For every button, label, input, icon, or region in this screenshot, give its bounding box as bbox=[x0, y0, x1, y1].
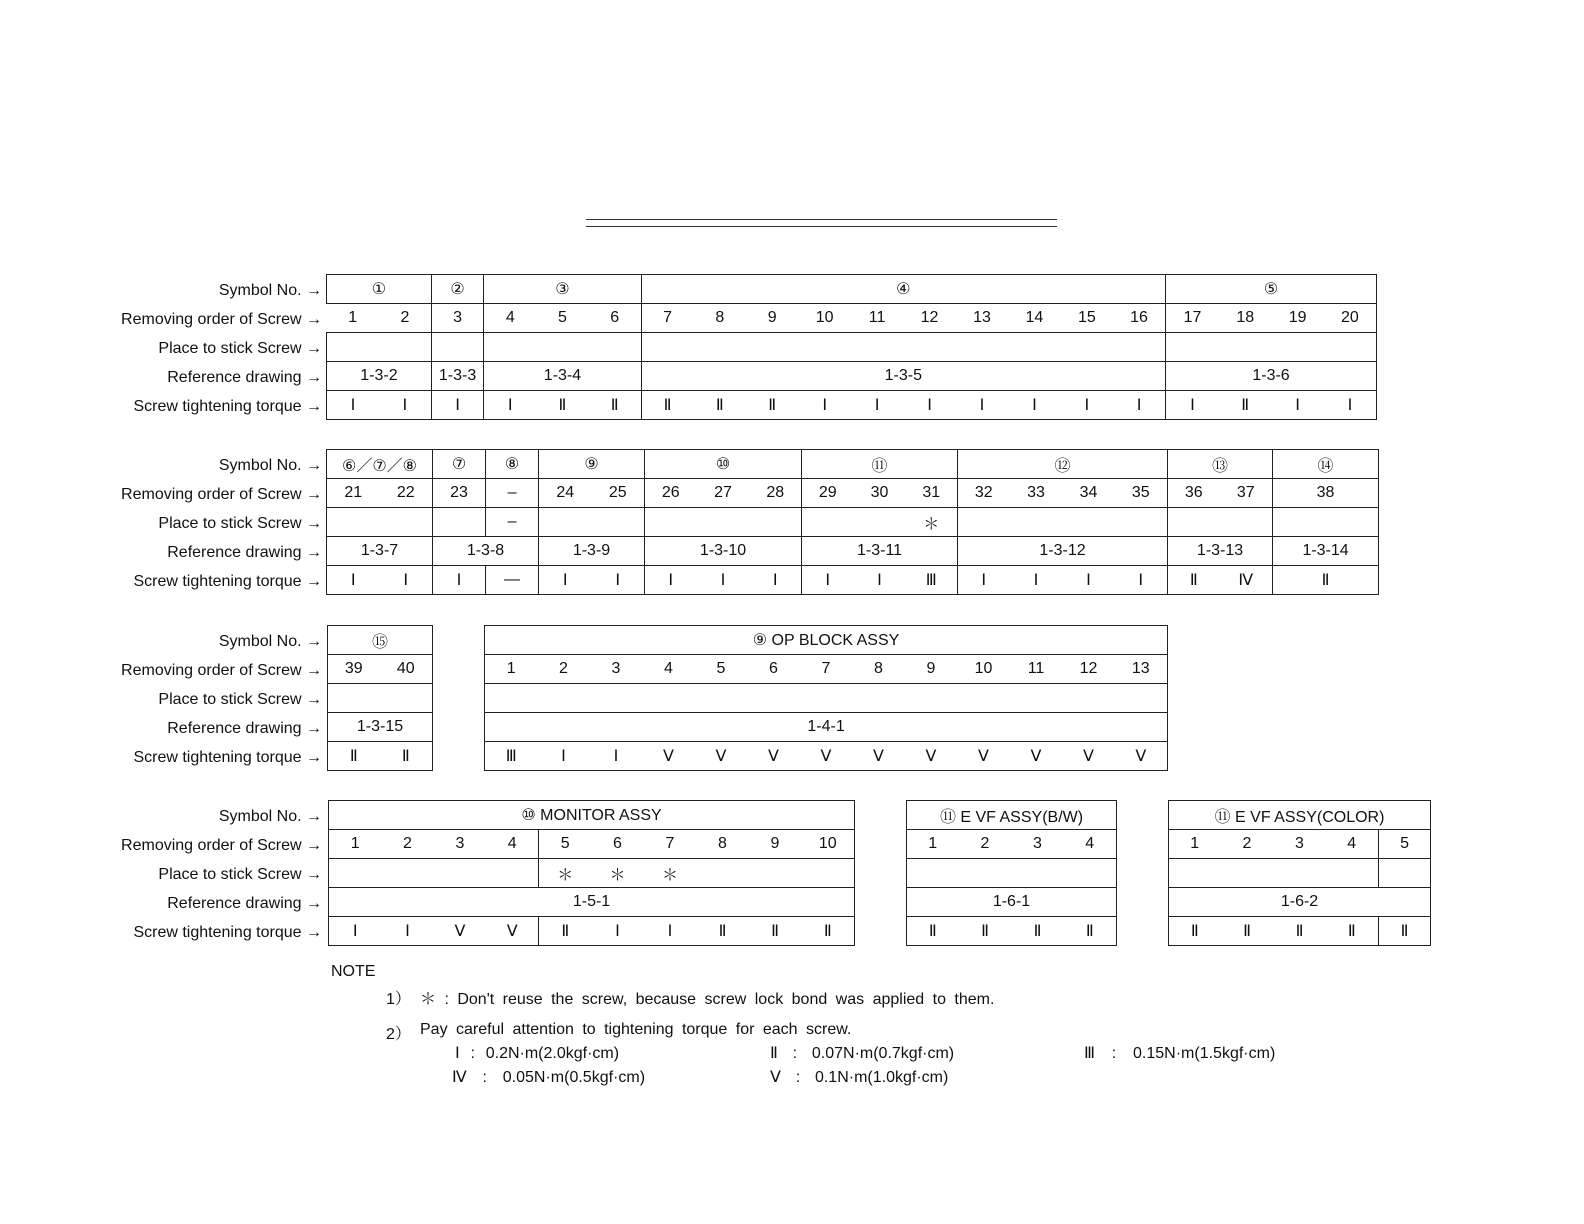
place-cell bbox=[958, 508, 1168, 537]
screw-cell: 24 bbox=[539, 479, 592, 508]
screw-cell: 5 bbox=[695, 655, 748, 684]
torque-cell: Ⅰ bbox=[380, 566, 433, 595]
label-reference: Reference drawing → bbox=[167, 720, 322, 737]
place-cell: ＊ bbox=[539, 859, 592, 888]
torque-row bbox=[327, 391, 1377, 420]
reference-row bbox=[328, 713, 433, 742]
note-heading: NOTE bbox=[331, 963, 376, 980]
torque-cell: Ⅰ bbox=[327, 391, 379, 420]
title-rule-top bbox=[586, 219, 1057, 220]
screw-cell: 6 bbox=[748, 655, 800, 684]
torque-cell: Ⅱ bbox=[694, 391, 746, 420]
place-cell bbox=[539, 508, 645, 537]
torque-cell: Ⅱ bbox=[907, 917, 959, 946]
note-1-number: 1） bbox=[386, 991, 411, 1008]
screw-cell: 34 bbox=[1063, 479, 1115, 508]
torque-cell: Ⅰ bbox=[592, 917, 644, 946]
torque-cell: Ⅴ bbox=[643, 742, 695, 771]
removing-row bbox=[485, 655, 1168, 684]
screw-cell: 1 bbox=[327, 304, 379, 333]
torque-cell: Ⅴ bbox=[487, 917, 539, 946]
torque-cell: Ⅳ bbox=[1220, 566, 1273, 595]
screw-table-4c bbox=[1168, 800, 1431, 946]
place-row bbox=[327, 508, 1379, 537]
symbol-cell: ③ bbox=[484, 275, 641, 304]
reference-cell: 1-3-9 bbox=[539, 537, 645, 566]
torque-cell: Ⅱ bbox=[1274, 917, 1326, 946]
symbol-cell: ⑪ bbox=[802, 450, 958, 479]
screw-cell: 38 bbox=[1273, 479, 1379, 508]
screw-cell: 8 bbox=[697, 830, 749, 859]
label-torque: Screw tightening torque → bbox=[133, 749, 322, 766]
torque-cell: Ⅱ bbox=[539, 917, 592, 946]
place-cell bbox=[328, 684, 433, 713]
block-4 bbox=[0, 800, 1584, 946]
torque-cell: Ⅰ bbox=[956, 391, 1008, 420]
removing-row bbox=[327, 479, 1379, 508]
screw-cell: 33 bbox=[1010, 479, 1063, 508]
place-cell bbox=[433, 508, 486, 537]
label-removing: Removing order of Screw → bbox=[121, 486, 322, 503]
torque-cell: Ⅰ bbox=[802, 566, 854, 595]
screw-cell: 7 bbox=[644, 830, 697, 859]
torque-legend-item: Ⅲ : 0.15N·m(1.5kgf·cm) bbox=[1084, 1045, 1276, 1062]
reference-row bbox=[485, 713, 1168, 742]
symbol-cell: ⑩ bbox=[645, 450, 802, 479]
reference-cell: 1-3-14 bbox=[1273, 537, 1379, 566]
screw-cell: 12 bbox=[1063, 655, 1115, 684]
label-place: Place to stick Screw → bbox=[158, 866, 322, 883]
screw-cell: 9 bbox=[749, 830, 802, 859]
torque-cell: Ⅱ bbox=[589, 391, 641, 420]
screw-table-3a bbox=[327, 625, 433, 771]
assy-title: ⑨ OP BLOCK ASSY bbox=[485, 626, 1168, 655]
screw-cell: 7 bbox=[800, 655, 853, 684]
screw-cell: 32 bbox=[958, 479, 1010, 508]
torque-cell: Ⅲ bbox=[485, 742, 538, 771]
symbol-cell: ④ bbox=[641, 275, 1165, 304]
torque-cell: Ⅰ bbox=[1113, 391, 1165, 420]
torque-cell: — bbox=[486, 566, 539, 595]
screw-cell: 13 bbox=[1115, 655, 1168, 684]
torque-legend-item: Ⅴ : 0.1N·m(1.0kgf·cm) bbox=[770, 1069, 949, 1086]
symbol-cell: ⑨ bbox=[539, 450, 645, 479]
symbol-cell: ⑬ bbox=[1168, 450, 1273, 479]
symbol-cell: ⑤ bbox=[1166, 275, 1377, 304]
place-cell bbox=[1273, 508, 1379, 537]
screw-cell: 7 bbox=[641, 304, 693, 333]
place-row bbox=[329, 859, 855, 888]
torque-cell: Ⅰ bbox=[329, 917, 382, 946]
torque-cell: Ⅱ bbox=[1273, 566, 1379, 595]
reference-cell: 1-3-5 bbox=[641, 362, 1165, 391]
torque-legend-item: Ⅱ : 0.07N·m(0.7kgf·cm) bbox=[770, 1045, 955, 1062]
torque-cell: Ⅰ bbox=[1063, 566, 1115, 595]
torque-cell: Ⅲ bbox=[906, 566, 958, 595]
torque-cell: Ⅱ bbox=[1326, 917, 1379, 946]
place-cell bbox=[431, 333, 483, 362]
torque-cell: Ⅱ bbox=[1064, 917, 1117, 946]
screw-cell: 9 bbox=[746, 304, 798, 333]
place-cell bbox=[329, 859, 539, 888]
symbol-cell: ⑧ bbox=[486, 450, 539, 479]
torque-cell: Ⅰ bbox=[1008, 391, 1060, 420]
removing-row bbox=[1169, 830, 1431, 859]
torque-cell: Ⅰ bbox=[431, 391, 483, 420]
place-cell bbox=[1379, 859, 1431, 888]
place-cell bbox=[645, 508, 802, 537]
screw-cell: 35 bbox=[1115, 479, 1168, 508]
label-reference: Reference drawing → bbox=[167, 369, 322, 386]
block-2 bbox=[0, 449, 1584, 595]
torque-cell: Ⅴ bbox=[905, 742, 958, 771]
screw-cell: – bbox=[486, 479, 539, 508]
reference-row bbox=[327, 362, 1377, 391]
screw-cell: 5 bbox=[1379, 830, 1431, 859]
torque-cell: Ⅰ bbox=[1166, 391, 1219, 420]
note-2-text: Pay careful attention to tightening torque for each screw. bbox=[420, 1021, 852, 1038]
symbol-row bbox=[327, 275, 1377, 304]
screw-cell: 40 bbox=[380, 655, 433, 684]
screw-cell: 10 bbox=[802, 830, 855, 859]
screw-cell: 39 bbox=[328, 655, 380, 684]
reference-cell: 1-3-3 bbox=[431, 362, 483, 391]
torque-cell: Ⅱ bbox=[380, 742, 433, 771]
torque-cell: Ⅰ bbox=[382, 917, 434, 946]
place-cell bbox=[1166, 333, 1377, 362]
note-2-number: 2） bbox=[386, 1026, 411, 1043]
torque-cell: Ⅱ bbox=[1169, 917, 1221, 946]
reference-cell: 1-5-1 bbox=[329, 888, 855, 917]
screw-cell: 4 bbox=[643, 655, 695, 684]
torque-cell: Ⅱ bbox=[328, 742, 380, 771]
torque-legend-item: Ⅰ : 0.2N·m(2.0kgf·cm) bbox=[455, 1045, 620, 1062]
torque-cell: Ⅱ bbox=[536, 391, 588, 420]
place-cell bbox=[1169, 859, 1379, 888]
block-1 bbox=[0, 274, 1584, 420]
label-removing: Removing order of Screw → bbox=[121, 311, 322, 328]
screw-cell: 19 bbox=[1271, 304, 1323, 333]
removing-row bbox=[328, 655, 433, 684]
screw-cell: 21 bbox=[327, 479, 380, 508]
reference-cell: 1-3-13 bbox=[1168, 537, 1273, 566]
place-row bbox=[907, 859, 1117, 888]
screw-cell: 8 bbox=[694, 304, 746, 333]
torque-cell: Ⅰ bbox=[851, 391, 903, 420]
screw-cell: 18 bbox=[1219, 304, 1271, 333]
reference-cell: 1-3-2 bbox=[327, 362, 432, 391]
torque-cell: Ⅱ bbox=[1012, 917, 1064, 946]
place-cell bbox=[1168, 508, 1273, 537]
screw-cell: 4 bbox=[484, 304, 536, 333]
screw-cell: 3 bbox=[1012, 830, 1064, 859]
screw-cell: 13 bbox=[956, 304, 1008, 333]
screw-cell: 4 bbox=[1326, 830, 1379, 859]
screw-cell: 26 bbox=[645, 479, 697, 508]
torque-cell: Ⅰ bbox=[539, 566, 592, 595]
note-1-text: ＊ : Don't reuse the screw, because screw lock bond was applied to them. bbox=[420, 991, 995, 1008]
torque-cell: Ⅰ bbox=[1271, 391, 1323, 420]
screw-cell: 3 bbox=[590, 655, 643, 684]
screw-table-2 bbox=[326, 449, 1379, 595]
symbol-cell: ⑦ bbox=[433, 450, 486, 479]
torque-cell: Ⅰ bbox=[750, 566, 802, 595]
screw-cell: 1 bbox=[329, 830, 382, 859]
torque-cell: Ⅰ bbox=[1010, 566, 1063, 595]
torque-legend-item: Ⅳ : 0.05N·m(0.5kgf·cm) bbox=[452, 1069, 646, 1086]
assy-title: ⑪ E VF ASSY(B/W) bbox=[907, 801, 1117, 830]
place-row bbox=[1169, 859, 1431, 888]
torque-cell: Ⅴ bbox=[748, 742, 800, 771]
screw-cell: 9 bbox=[905, 655, 958, 684]
torque-row bbox=[328, 742, 433, 771]
screw-cell: 28 bbox=[750, 479, 802, 508]
torque-cell: Ⅰ bbox=[645, 566, 697, 595]
place-cell bbox=[484, 333, 641, 362]
screw-cell: 2 bbox=[382, 830, 434, 859]
reference-cell: 1-6-1 bbox=[907, 888, 1117, 917]
reference-cell: 1-3-4 bbox=[484, 362, 641, 391]
torque-cell: Ⅰ bbox=[798, 391, 850, 420]
place-cell bbox=[327, 333, 432, 362]
title-row bbox=[907, 801, 1117, 830]
torque-cell: Ⅰ bbox=[433, 566, 486, 595]
screw-cell: 36 bbox=[1168, 479, 1220, 508]
reference-row bbox=[907, 888, 1117, 917]
torque-cell: Ⅴ bbox=[695, 742, 748, 771]
screw-table-1 bbox=[326, 274, 1377, 420]
screw-cell: 37 bbox=[1220, 479, 1273, 508]
torque-cell: Ⅰ bbox=[379, 391, 431, 420]
torque-cell: Ⅰ bbox=[538, 742, 590, 771]
screw-cell: 2 bbox=[379, 304, 431, 333]
label-removing: Removing order of Screw → bbox=[121, 662, 322, 679]
screw-cell: 31 bbox=[906, 479, 958, 508]
reference-cell: 1-3-6 bbox=[1166, 362, 1377, 391]
screw-cell: 27 bbox=[697, 479, 750, 508]
label-torque: Screw tightening torque → bbox=[133, 573, 322, 590]
title-row bbox=[485, 626, 1168, 655]
torque-cell: Ⅰ bbox=[697, 566, 750, 595]
torque-cell: Ⅰ bbox=[644, 917, 697, 946]
removing-row bbox=[329, 830, 855, 859]
symbol-cell: ⑭ bbox=[1273, 450, 1379, 479]
torque-row bbox=[1169, 917, 1431, 946]
label-symbol: Symbol No. → bbox=[218, 808, 322, 825]
screw-cell: 1 bbox=[1169, 830, 1221, 859]
place-cell: ＊ bbox=[906, 508, 958, 537]
screw-cell: 1 bbox=[485, 655, 538, 684]
torque-row bbox=[327, 566, 1379, 595]
reference-cell: 1-6-2 bbox=[1169, 888, 1431, 917]
place-cell bbox=[697, 859, 855, 888]
label-symbol: Symbol No. → bbox=[218, 633, 322, 650]
torque-cell: Ⅰ bbox=[590, 742, 643, 771]
screw-cell: 5 bbox=[536, 304, 588, 333]
label-place: Place to stick Screw → bbox=[158, 691, 322, 708]
torque-cell: Ⅰ bbox=[854, 566, 906, 595]
label-torque: Screw tightening torque → bbox=[133, 924, 322, 941]
assy-title: ⑪ E VF ASSY(COLOR) bbox=[1169, 801, 1431, 830]
symbol-cell: ① bbox=[327, 275, 432, 304]
label-place: Place to stick Screw → bbox=[158, 340, 322, 357]
label-symbol: Symbol No. → bbox=[218, 457, 322, 474]
screw-cell: 12 bbox=[903, 304, 955, 333]
torque-cell: Ⅰ bbox=[1115, 566, 1168, 595]
place-cell bbox=[485, 684, 1168, 713]
torque-cell: Ⅴ bbox=[800, 742, 853, 771]
label-removing: Removing order of Screw → bbox=[121, 837, 322, 854]
screw-cell: 14 bbox=[1008, 304, 1060, 333]
place-row bbox=[485, 684, 1168, 713]
torque-row bbox=[329, 917, 855, 946]
symbol-cell: ⑮ bbox=[328, 626, 433, 655]
reference-row bbox=[1169, 888, 1431, 917]
reference-row bbox=[327, 537, 1379, 566]
title-row bbox=[1169, 801, 1431, 830]
place-cell bbox=[854, 508, 906, 537]
removing-row bbox=[907, 830, 1117, 859]
torque-cell: Ⅰ bbox=[327, 566, 380, 595]
screw-cell: 6 bbox=[589, 304, 641, 333]
torque-cell: Ⅰ bbox=[1061, 391, 1113, 420]
reference-cell: 1-3-11 bbox=[802, 537, 958, 566]
title-row bbox=[329, 801, 855, 830]
torque-cell: Ⅴ bbox=[958, 742, 1010, 771]
torque-cell: Ⅱ bbox=[749, 917, 802, 946]
screw-cell: 11 bbox=[1010, 655, 1063, 684]
reference-cell: 1-3-15 bbox=[328, 713, 433, 742]
screw-cell: 6 bbox=[592, 830, 644, 859]
label-reference: Reference drawing → bbox=[167, 895, 322, 912]
screw-table-4a bbox=[328, 800, 855, 946]
screw-cell: 10 bbox=[798, 304, 850, 333]
screw-cell: 16 bbox=[1113, 304, 1165, 333]
label-torque: Screw tightening torque → bbox=[133, 398, 322, 415]
place-cell bbox=[907, 859, 1117, 888]
torque-cell: Ⅴ bbox=[1063, 742, 1115, 771]
screw-cell: 15 bbox=[1061, 304, 1113, 333]
torque-cell: Ⅰ bbox=[484, 391, 536, 420]
assy-title: ⑩ MONITOR ASSY bbox=[329, 801, 855, 830]
screw-cell: 2 bbox=[538, 655, 590, 684]
screw-cell: 20 bbox=[1324, 304, 1377, 333]
torque-cell: Ⅱ bbox=[1379, 917, 1431, 946]
reference-row bbox=[329, 888, 855, 917]
screw-cell: 8 bbox=[853, 655, 905, 684]
screw-cell: 2 bbox=[1221, 830, 1274, 859]
torque-cell: Ⅱ bbox=[641, 391, 693, 420]
screw-cell: 17 bbox=[1166, 304, 1219, 333]
screw-cell: 30 bbox=[854, 479, 906, 508]
torque-cell: Ⅱ bbox=[802, 917, 855, 946]
screw-table-4b bbox=[906, 800, 1117, 946]
torque-cell: Ⅱ bbox=[1219, 391, 1271, 420]
symbol-cell: ② bbox=[431, 275, 483, 304]
place-cell bbox=[641, 333, 1165, 362]
torque-cell: Ⅱ bbox=[1168, 566, 1220, 595]
symbol-cell: ⑥／⑦／⑧ bbox=[327, 450, 433, 479]
screw-cell: 4 bbox=[487, 830, 539, 859]
torque-cell: Ⅴ bbox=[434, 917, 487, 946]
screw-cell: 10 bbox=[958, 655, 1010, 684]
screw-cell: 25 bbox=[592, 479, 645, 508]
screw-cell: 11 bbox=[851, 304, 903, 333]
place-cell: ＊ bbox=[644, 859, 697, 888]
torque-cell: Ⅱ bbox=[959, 917, 1012, 946]
reference-cell: 1-4-1 bbox=[485, 713, 1168, 742]
torque-cell: Ⅱ bbox=[1221, 917, 1274, 946]
screw-cell: 23 bbox=[433, 479, 486, 508]
symbol-row bbox=[327, 450, 1379, 479]
screw-cell: 1 bbox=[907, 830, 959, 859]
screw-cell: 3 bbox=[434, 830, 487, 859]
removing-row bbox=[327, 304, 1377, 333]
reference-cell: 1-3-8 bbox=[433, 537, 539, 566]
screw-cell: 22 bbox=[380, 479, 433, 508]
torque-row bbox=[907, 917, 1117, 946]
torque-cell: Ⅰ bbox=[958, 566, 1010, 595]
label-symbol: Symbol No. → bbox=[218, 282, 322, 299]
place-row bbox=[328, 684, 433, 713]
torque-cell: Ⅰ bbox=[1324, 391, 1377, 420]
label-reference: Reference drawing → bbox=[167, 544, 322, 561]
place-cell bbox=[802, 508, 854, 537]
screw-table-3b bbox=[484, 625, 1168, 771]
screw-cell: 3 bbox=[1274, 830, 1326, 859]
symbol-row bbox=[328, 626, 433, 655]
torque-cell: Ⅴ bbox=[1115, 742, 1168, 771]
reference-cell: 1-3-7 bbox=[327, 537, 433, 566]
torque-cell: Ⅰ bbox=[592, 566, 645, 595]
torque-cell: Ⅴ bbox=[853, 742, 905, 771]
screw-cell: 5 bbox=[539, 830, 592, 859]
place-row bbox=[327, 333, 1377, 362]
screw-cell: 2 bbox=[959, 830, 1012, 859]
symbol-cell: ⑫ bbox=[958, 450, 1168, 479]
torque-cell: Ⅴ bbox=[1010, 742, 1063, 771]
place-cell bbox=[327, 508, 433, 537]
place-cell: – bbox=[486, 508, 539, 537]
title-rule-bottom bbox=[586, 226, 1057, 227]
screw-cell: 3 bbox=[431, 304, 483, 333]
torque-cell: Ⅱ bbox=[746, 391, 798, 420]
torque-cell: Ⅱ bbox=[697, 917, 749, 946]
reference-cell: 1-3-12 bbox=[958, 537, 1168, 566]
reference-cell: 1-3-10 bbox=[645, 537, 802, 566]
block-3 bbox=[0, 625, 1584, 771]
label-place: Place to stick Screw → bbox=[158, 515, 322, 532]
screw-cell: 29 bbox=[802, 479, 854, 508]
torque-row bbox=[485, 742, 1168, 771]
place-cell: ＊ bbox=[592, 859, 644, 888]
torque-cell: Ⅰ bbox=[903, 391, 955, 420]
screw-cell: 4 bbox=[1064, 830, 1117, 859]
